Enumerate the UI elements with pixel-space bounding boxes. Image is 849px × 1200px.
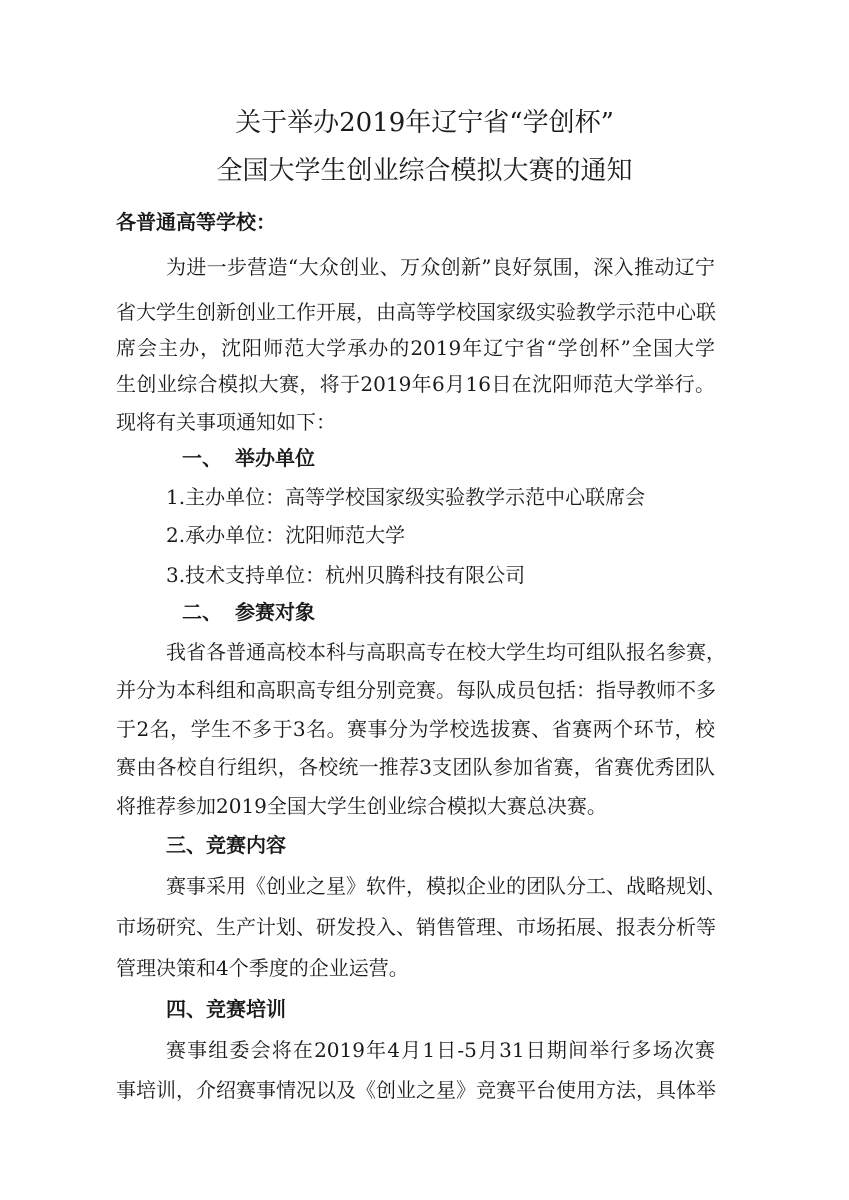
list-item: 1.主办单位：高等学校国家级实验教学示范中心联席会 (166, 485, 646, 509)
salutation: 各普通高等学校： (116, 210, 276, 234)
paragraph-line: 事培训，介绍赛事情况以及《创业之星》竞赛平台使用方法，具体举 (116, 1078, 716, 1102)
paragraph-line: 管理决策和4个季度的企业运营。 (116, 956, 409, 980)
document-title-line-2: 全国大学生创业综合模拟大赛的通知 (216, 156, 633, 186)
paragraph-line: 市场研究、生产计划、研发投入、销售管理、市场拓展、报表分析等 (116, 915, 716, 939)
intro-line: 生创业综合模拟大赛，将于2019年6月16日在沈阳师范大学举行。 (116, 372, 715, 396)
intro-line: 省大学生创新创业工作开展，由高等学校国家级实验教学示范中心联 (116, 300, 716, 324)
paragraph-line: 于2名，学生不多于3名。赛事分为学校选拔赛、省赛两个环节，校 (116, 717, 715, 741)
list-item: 2.承办单位：沈阳师范大学 (166, 523, 406, 547)
section-heading-1: 一、 举办单位 (182, 446, 315, 470)
document-title-line-1: 关于举办2019年辽宁省“学创杯” (235, 108, 614, 138)
intro-line: 为进一步营造“大众创业、万众创新”良好氛围，深入推动辽宁 (166, 255, 715, 279)
paragraph-line: 并分为本科组和高职高专组分别竞赛。每队成员包括：指导教师不多 (116, 678, 716, 702)
paragraph-line: 将推荐参加2019全国大学生创业综合模拟大赛总决赛。 (116, 794, 607, 818)
paragraph-line: 赛由各校自行组织，各校统一推荐3支团队参加省赛，省赛优秀团队 (116, 755, 715, 779)
section-heading-3: 三、竞赛内容 (166, 833, 286, 857)
paragraph-line: 我省各普通高校本科与高职高专在校大学生均可组队报名参赛， (166, 640, 726, 664)
paragraph-line: 赛事采用《创业之星》软件，模拟企业的团队分工、战略规划、 (166, 874, 726, 898)
paragraph-line: 赛事组委会将在2019年4月1日-5月31日期间举行多场次赛 (166, 1038, 715, 1062)
list-item: 3.技术支持单位：杭州贝腾科技有限公司 (166, 563, 526, 587)
section-heading-4: 四、竞赛培训 (166, 997, 286, 1021)
section-heading-2: 二、 参赛对象 (182, 600, 315, 624)
intro-line: 现将有关事项通知如下： (116, 410, 336, 434)
intro-line: 席会主办，沈阳师范大学承办的2019年辽宁省“学创杯”全国大学 (116, 336, 715, 360)
